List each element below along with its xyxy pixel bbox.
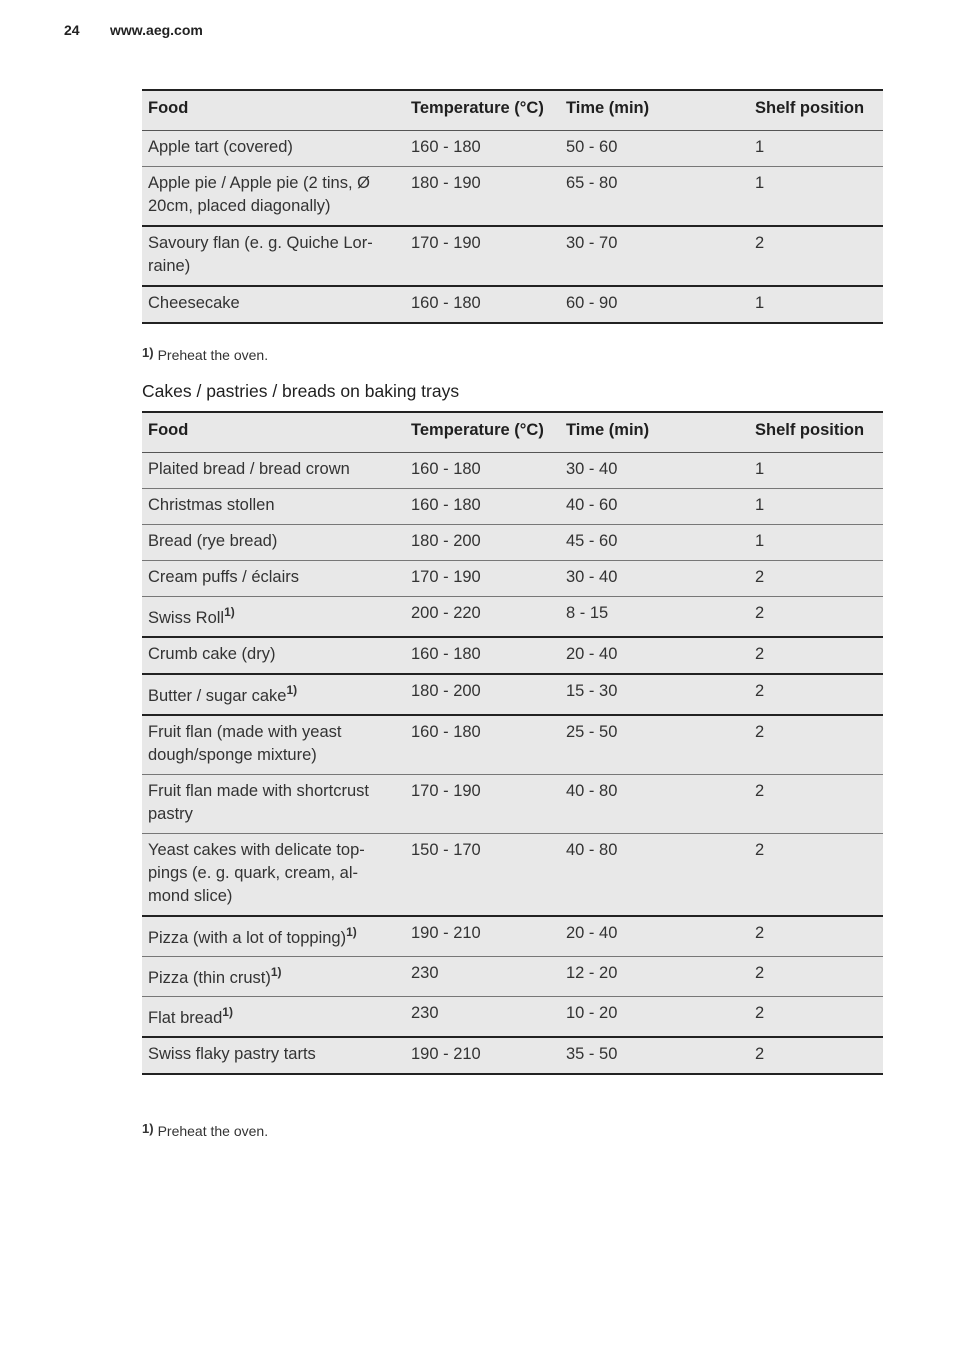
shelf-cell: 1 <box>749 489 883 525</box>
table-row <box>142 997 883 1038</box>
column-header-time: Time (min) <box>560 90 749 131</box>
time-cell: 20 - 40 <box>560 916 749 957</box>
shelf-cell: 2 <box>749 957 883 997</box>
shelf-cell: 1 <box>749 286 883 323</box>
shelf-cell: 1 <box>749 453 883 489</box>
shelf-cell: 2 <box>749 1037 883 1074</box>
footnote-2 <box>142 1123 268 1139</box>
table-row <box>142 525 883 561</box>
table-row <box>142 131 883 167</box>
food-cell <box>142 597 405 638</box>
time-cell: 30 - 40 <box>560 453 749 489</box>
column-header-food: Food <box>142 412 405 453</box>
table-row <box>142 597 883 638</box>
table-row <box>142 453 883 489</box>
food-cell <box>142 674 405 715</box>
food-cell: Apple tart (covered) <box>142 131 405 167</box>
temperature-cell: 160 - 180 <box>405 453 560 489</box>
temperature-cell: 190 - 210 <box>405 1037 560 1074</box>
footnote-text: Preheat the oven. <box>157 1123 269 1139</box>
footnote-1 <box>142 347 268 363</box>
food-cell: Swiss flaky pastry tarts <box>142 1037 405 1074</box>
footnote-ref: 1) <box>270 965 282 979</box>
time-cell: 35 - 50 <box>560 1037 749 1074</box>
table-row <box>142 561 883 597</box>
food-name: Butter / sugar cake <box>148 687 287 705</box>
shelf-cell: 2 <box>749 674 883 715</box>
footnote-ref: 1) <box>286 683 298 697</box>
table-row <box>142 637 883 674</box>
footnote-ref: 1) <box>346 925 357 939</box>
baking-table-2 <box>142 411 883 1075</box>
temperature-cell: 180 - 190 <box>405 167 560 227</box>
temperature-cell: 180 - 200 <box>405 525 560 561</box>
food-name: Flat bread <box>148 1009 223 1027</box>
baking-table-1 <box>142 89 883 324</box>
shelf-cell: 2 <box>749 997 883 1038</box>
food-name: Pizza (with a lot of topping) <box>148 929 347 947</box>
time-cell: 10 - 20 <box>560 997 749 1038</box>
temperature-cell: 200 - 220 <box>405 597 560 638</box>
temperature-cell: 160 - 180 <box>405 286 560 323</box>
time-cell: 15 - 30 <box>560 674 749 715</box>
food-name: Swiss Roll <box>148 609 225 627</box>
table-row <box>142 286 883 323</box>
shelf-cell: 2 <box>749 916 883 957</box>
table-row <box>142 775 883 834</box>
shelf-cell: 2 <box>749 715 883 775</box>
table-row <box>142 167 883 227</box>
shelf-cell: 1 <box>749 131 883 167</box>
time-cell: 30 - 70 <box>560 226 749 286</box>
shelf-cell: 2 <box>749 637 883 674</box>
column-header-food: Food <box>142 90 405 131</box>
footnote-ref: 1) <box>224 605 235 619</box>
shelf-cell: 1 <box>749 167 883 227</box>
temperature-cell: 230 <box>405 957 560 997</box>
temperature-cell: 160 - 180 <box>405 715 560 775</box>
time-cell: 65 - 80 <box>560 167 749 227</box>
shelf-cell: 1 <box>749 525 883 561</box>
food-cell: Bread (rye bread) <box>142 525 405 561</box>
time-cell: 40 - 80 <box>560 775 749 834</box>
table-row <box>142 489 883 525</box>
shelf-cell: 2 <box>749 775 883 834</box>
temperature-cell: 170 - 190 <box>405 226 560 286</box>
temperature-cell: 190 - 210 <box>405 916 560 957</box>
time-cell: 25 - 50 <box>560 715 749 775</box>
table-row <box>142 1037 883 1074</box>
food-cell <box>142 997 405 1038</box>
food-cell: Yeast cakes with delicate top-pings (e. g. quark, cream, al-mond slice) <box>142 834 405 917</box>
table-row <box>142 226 883 286</box>
table-row <box>142 715 883 775</box>
table-row <box>142 916 883 957</box>
temperature-cell: 160 - 180 <box>405 489 560 525</box>
temperature-cell: 150 - 170 <box>405 834 560 917</box>
food-name: Pizza (thin crust) <box>148 969 271 987</box>
time-cell: 60 - 90 <box>560 286 749 323</box>
food-cell: Fruit flan (made with yeast dough/sponge mixture) <box>142 715 405 775</box>
column-header-time: Time (min) <box>560 412 749 453</box>
column-header-temperature: Temperature (°C) <box>405 412 560 453</box>
shelf-cell: 2 <box>749 226 883 286</box>
temperature-cell: 160 - 180 <box>405 637 560 674</box>
temperature-cell: 170 - 190 <box>405 561 560 597</box>
website-url: www.aeg.com <box>110 22 203 38</box>
footnote-ref: 1) <box>222 1005 233 1019</box>
table-header-row <box>142 412 883 453</box>
temperature-cell: 180 - 200 <box>405 674 560 715</box>
food-cell: Apple pie / Apple pie (2 tins, Ø 20cm, placed diagonally) <box>142 167 405 227</box>
time-cell: 20 - 40 <box>560 637 749 674</box>
footnote-text: Preheat the oven. <box>157 347 269 363</box>
food-cell: Cheesecake <box>142 286 405 323</box>
shelf-cell: 2 <box>749 597 883 638</box>
page-header <box>64 22 203 38</box>
page-number: 24 <box>64 22 80 38</box>
table-row <box>142 674 883 715</box>
column-header-shelf: Shelf position <box>749 412 883 453</box>
footnote-mark: 1) <box>142 1121 154 1136</box>
food-cell: Cream puffs / éclairs <box>142 561 405 597</box>
temperature-cell: 170 - 190 <box>405 775 560 834</box>
time-cell: 40 - 80 <box>560 834 749 917</box>
time-cell: 12 - 20 <box>560 957 749 997</box>
food-cell <box>142 957 405 997</box>
food-cell: Fruit flan made with shortcrust pastry <box>142 775 405 834</box>
shelf-cell: 2 <box>749 834 883 917</box>
shelf-cell: 2 <box>749 561 883 597</box>
food-cell <box>142 916 405 957</box>
time-cell: 45 - 60 <box>560 525 749 561</box>
table-row <box>142 957 883 997</box>
temperature-cell: 160 - 180 <box>405 131 560 167</box>
food-cell: Savoury flan (e. g. Quiche Lor-raine) <box>142 226 405 286</box>
food-cell: Plaited bread / bread crown <box>142 453 405 489</box>
time-cell: 8 - 15 <box>560 597 749 638</box>
table-header-row <box>142 90 883 131</box>
food-cell: Crumb cake (dry) <box>142 637 405 674</box>
column-header-shelf: Shelf position <box>749 90 883 131</box>
footnote-mark: 1) <box>142 345 154 360</box>
time-cell: 50 - 60 <box>560 131 749 167</box>
table-row <box>142 834 883 917</box>
temperature-cell: 230 <box>405 997 560 1038</box>
column-header-temperature: Temperature (°C) <box>405 90 560 131</box>
section-title: Cakes / pastries / breads on baking trays <box>142 381 460 401</box>
time-cell: 40 - 60 <box>560 489 749 525</box>
time-cell: 30 - 40 <box>560 561 749 597</box>
food-cell: Christmas stollen <box>142 489 405 525</box>
